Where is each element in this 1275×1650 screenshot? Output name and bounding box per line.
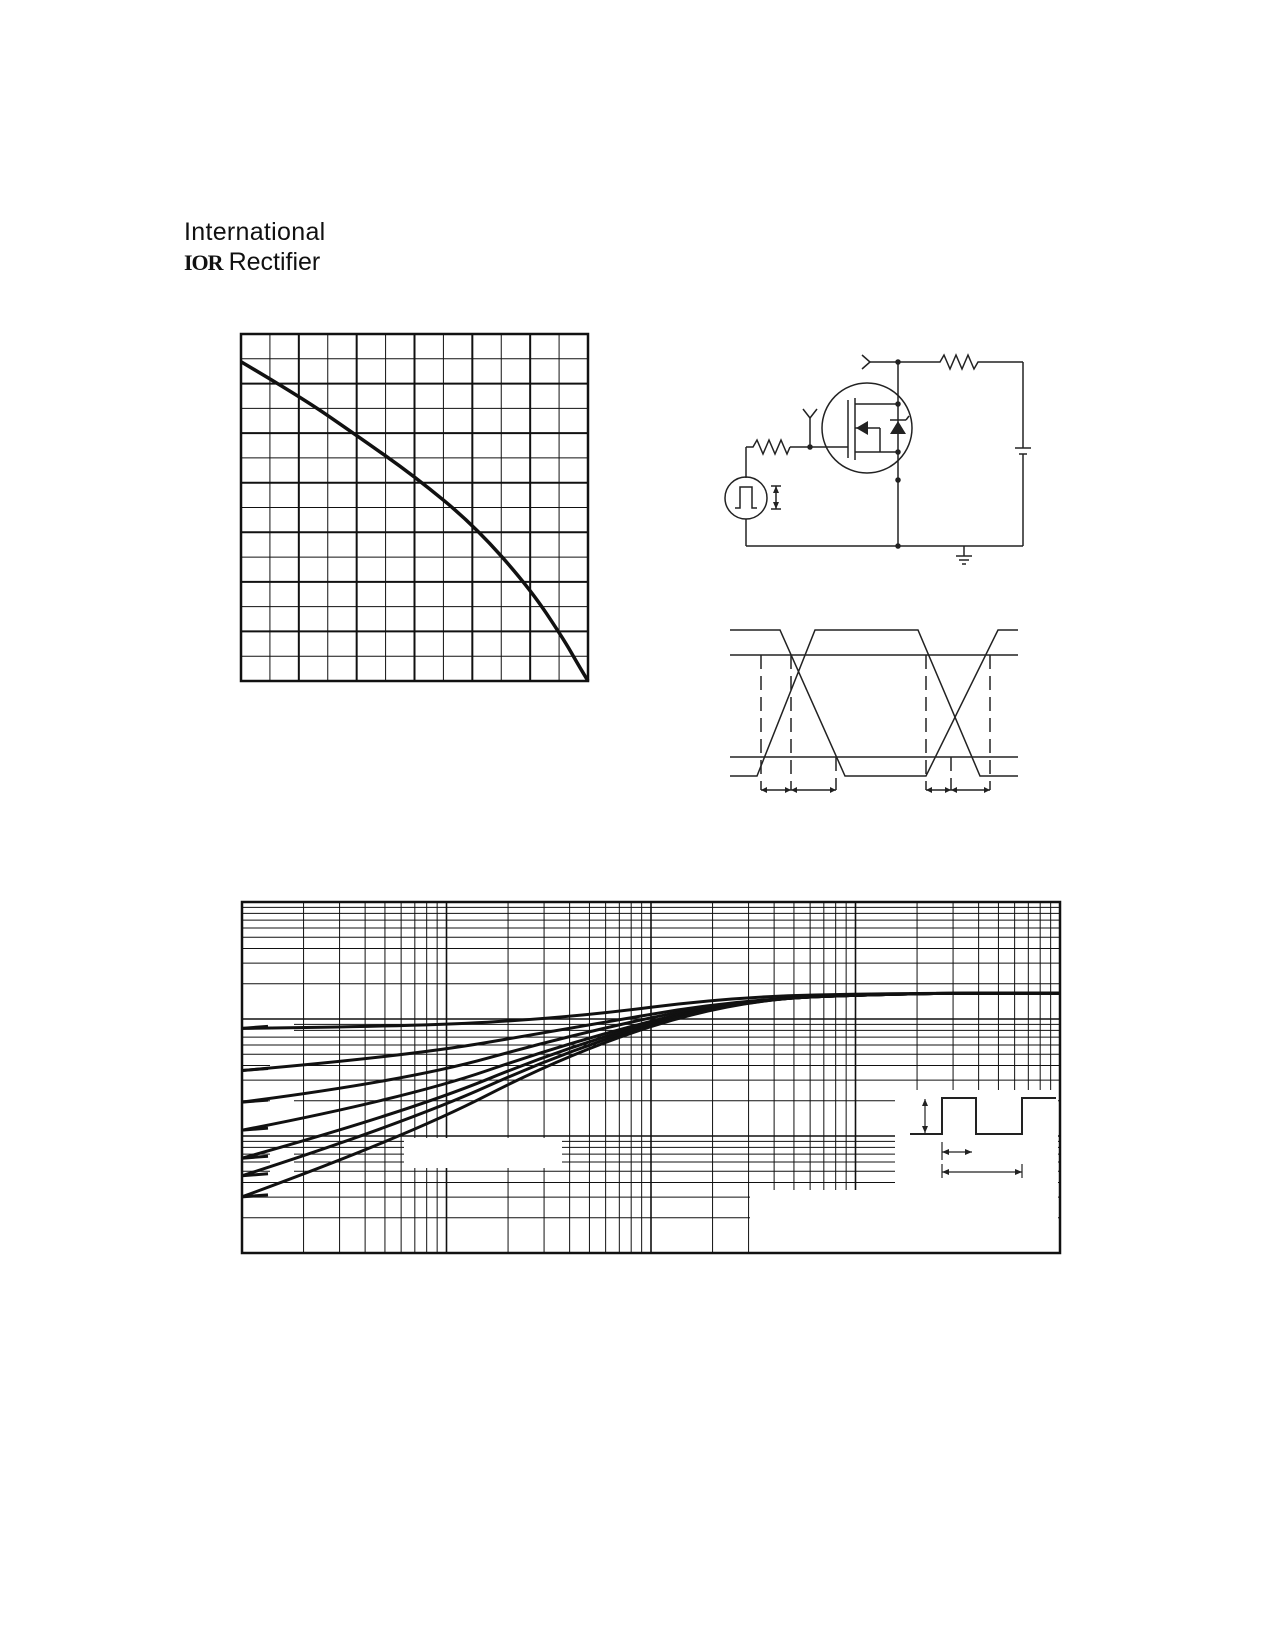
ior-logo-mark: IOR [184,249,223,275]
vds-waveform [730,630,1018,776]
company-logo-rectifier: Rectifier [228,248,321,276]
derating-chart [241,334,588,681]
company-logo-line1: International [184,218,326,246]
curve-label-tick [242,1026,268,1028]
load-resistor [933,355,988,369]
gate-resistor [746,440,790,454]
single-pulse-label-box [404,1138,562,1168]
switching-waveforms [730,630,1018,793]
curve-label-tick [242,1068,268,1070]
curve-label-tick [242,1128,268,1130]
switching-test-circuit [725,355,1031,564]
curve-label-tick [242,1156,268,1158]
derating-chart-grid [241,334,588,681]
pulse-generator-icon [725,477,767,519]
notes-box [750,1190,1058,1254]
curve-label-tick [242,1195,268,1197]
vgs-waveform [730,630,1018,776]
curve-label-tick [242,1174,268,1176]
curve-label-tick [242,1100,268,1102]
body-diode-icon [890,421,906,434]
thermal-impedance-chart [242,902,1060,1254]
drain-terminal [862,355,870,369]
